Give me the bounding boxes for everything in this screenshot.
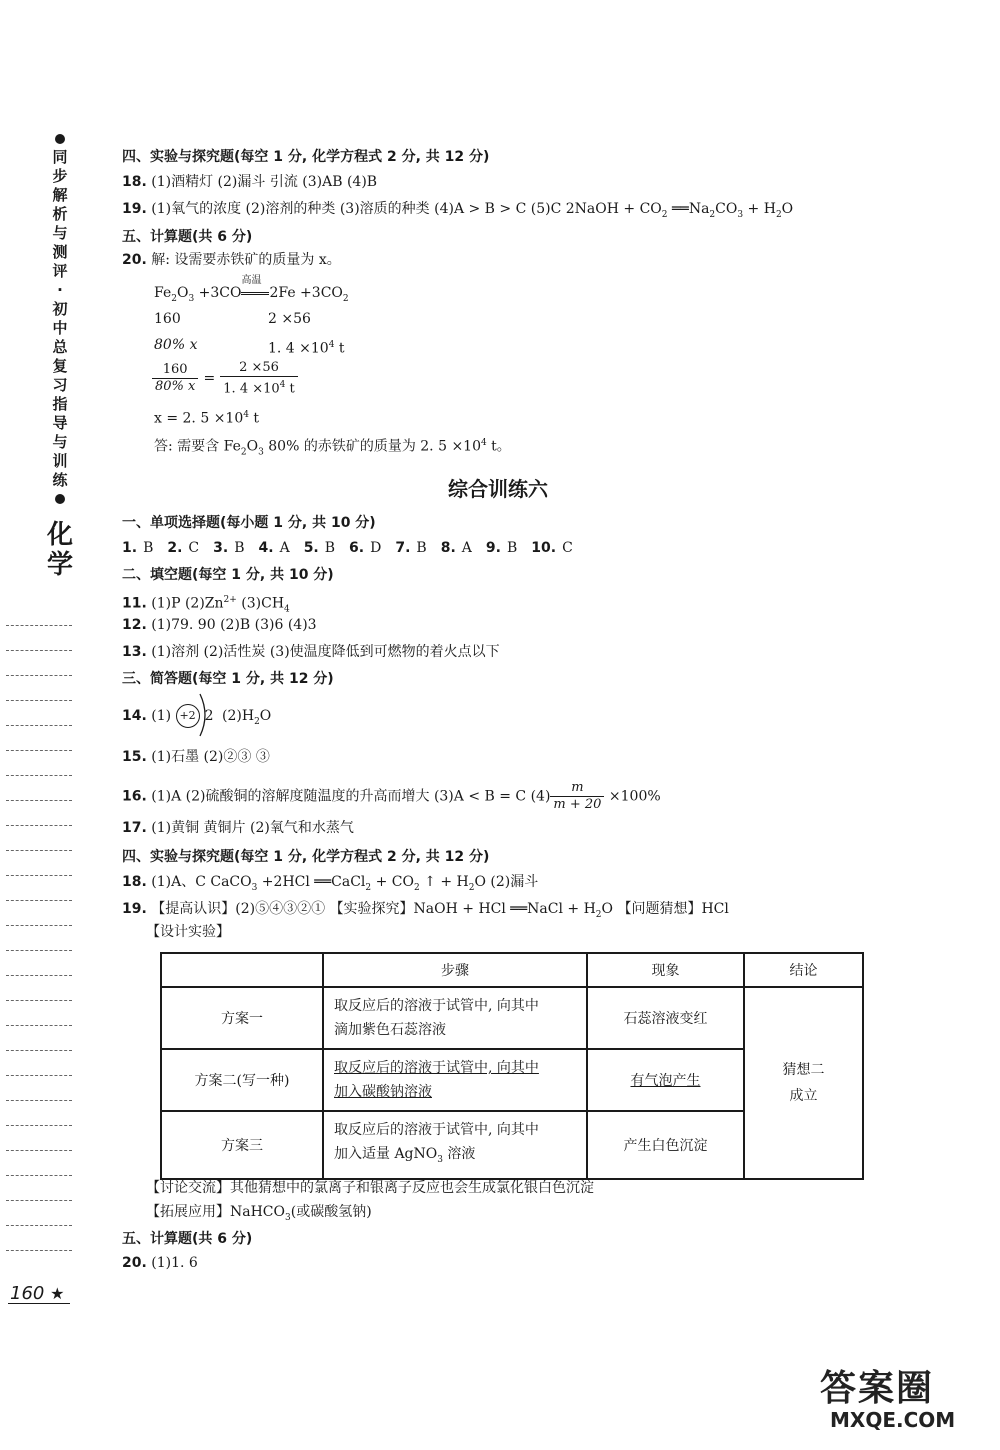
answer-text: (1)A、C CaCO (151, 874, 252, 890)
exponent: 4 (279, 380, 286, 390)
question-number: 11. (122, 595, 147, 612)
answer-part: 答: 需要含 Fe (154, 438, 241, 455)
question-number: 16. (122, 788, 147, 805)
watermark-url: MXQE.COM (830, 1408, 956, 1432)
mc-answer: D (370, 540, 382, 556)
section-heading: 四、实验与探究题(每空 1 分, 化学方程式 2 分, 共 12 分) (122, 149, 490, 165)
fraction-denominator (220, 377, 297, 397)
section-heading: 四、实验与探究题(每空 1 分, 化学方程式 2 分, 共 12 分) (122, 849, 490, 865)
section-heading: 三、简答题(每空 1 分, 共 12 分) (122, 671, 334, 687)
step-cell (323, 1049, 587, 1111)
mc-item (349, 540, 381, 556)
answer-text: (1)酒精灯 (2)漏斗 引流 (3)AB (4)B (151, 174, 378, 190)
chemical-equation: $Fe_2O_3 +3CO$ 高温 $2Fe +3CO_2$ (154, 283, 349, 309)
question-number: 5. (303, 540, 319, 556)
question-number: 3. (213, 540, 229, 556)
table-header: 步骤 (323, 953, 587, 987)
step-line: 取反应后的溶液于试管中, 向其中 (334, 998, 539, 1014)
question-number: 4. (258, 540, 274, 556)
page-title: 综合训练六 (448, 477, 548, 501)
reaction-condition: 高温 (241, 275, 262, 286)
mc-answer: B (324, 540, 336, 556)
question-12 (122, 615, 317, 635)
answer-text: + CO (371, 874, 414, 890)
answer-text: (1) (151, 708, 172, 724)
answer-part: 80% 的赤铁矿的质量为 2. 5 ×10 (263, 438, 481, 455)
plan-cell: 方案二(写一种) (161, 1049, 323, 1111)
mc-answer: B (416, 540, 427, 556)
answer-text: O (2)漏斗 (474, 874, 539, 890)
unit: t (334, 340, 345, 357)
section-heading: 五、计算题(共 6 分) (122, 229, 253, 245)
proportion-equation (152, 360, 298, 397)
unit: t (248, 410, 260, 427)
table-header (161, 953, 323, 987)
mc-answer: A (461, 540, 472, 556)
bullet-dot (55, 494, 65, 504)
table-header: 现象 (587, 953, 744, 987)
fraction-denominator: 80% x (155, 379, 196, 395)
plan-cell: 方案一 (161, 987, 323, 1049)
answer-text: +2HCl ══CaCl (257, 874, 366, 890)
section-heading: 二、填空题(每空 1 分, 共 10 分) (122, 567, 334, 583)
question-number: 14. (122, 708, 147, 724)
page-number-rule (8, 1303, 70, 1304)
mc-item (213, 540, 244, 556)
question-19: 19. (1)氧气的浓度 (2)溶剂的种类 (3)溶质的种类 (4)A > B > C (5)C 2NaOH + $CO_2$ $══Na_2CO_3 + H_2O$ (122, 201, 794, 220)
answer-part: t。 (486, 438, 511, 455)
question-13 (122, 642, 500, 662)
question-17 (122, 818, 354, 838)
mc-answers (122, 538, 587, 558)
result-part: x = 2. 5 ×10 (154, 410, 244, 427)
mc-item (441, 540, 472, 556)
mc-answer: A (279, 540, 290, 556)
answer-text: ↑ + H (419, 874, 469, 890)
question-number: 9. (485, 540, 501, 556)
question-number: 6. (349, 540, 365, 556)
question-16 (122, 780, 661, 813)
step-line: 取反应后的溶液于试管中, 向其中 (334, 1060, 539, 1076)
watermark-logo: 答案圈 (820, 1368, 935, 1409)
answer-text: (3)CH (236, 595, 285, 612)
step-line: 取反应后的溶液于试管中, 向其中 (334, 1122, 539, 1138)
mc-item (259, 540, 290, 556)
mc-item (531, 540, 573, 556)
answer-text: CO (715, 201, 738, 217)
answer-statement: 答: 需要含 $Fe_2O_3$ 80% 的赤铁矿的质量为 2. $5 \times 10^4$ t。 (154, 438, 511, 458)
table-header: 结论 (744, 953, 863, 987)
observation-cell: 石蕊溶液变红 (587, 987, 744, 1049)
section-heading: 五、计算题(共 6 分) (122, 1231, 253, 1247)
result-line (154, 405, 259, 429)
question-number: 18. (122, 874, 147, 890)
answer-text: (1)P (2)Zn (151, 595, 224, 612)
answer-text: (1)1. 6 (151, 1255, 198, 1271)
eq-part: O (176, 285, 189, 301)
fraction-numerator: 160 (152, 362, 198, 379)
answer-text: O (259, 708, 272, 724)
question-number: 20. (122, 1255, 147, 1271)
step-line: 加入适量 AgNO$_3$ 溶液 (334, 1146, 476, 1165)
design-experiment-label: 【设计实验】 (146, 924, 230, 940)
den-part: 1. 4 ×10 (223, 381, 280, 397)
subscript: 2 (254, 716, 260, 727)
unit: t (285, 381, 295, 397)
mc-answer: B (234, 540, 245, 556)
answer-text: (2)H (222, 708, 255, 724)
plan-cell: 方案三 (161, 1111, 323, 1179)
observation-cell: 有气泡产生 (587, 1049, 744, 1111)
superscript: 2+ (223, 595, 237, 605)
margin-dashes (6, 625, 72, 1275)
fraction-numerator: 2 ×56 (220, 360, 297, 377)
mc-item (304, 540, 335, 556)
answer-text: (1)黄铜 黄铜片 (2)氧气和水蒸气 (151, 820, 354, 836)
question-number: 8. (440, 540, 456, 556)
atom-structure-diagram (176, 706, 218, 726)
mc-item (486, 540, 517, 556)
subscript: 4 (284, 604, 290, 615)
mc-answer: C (562, 540, 573, 556)
question-number: 18. (122, 174, 147, 190)
extension-part: (或碳酸氢钠) (290, 1204, 372, 1220)
experiment-table (160, 952, 864, 1180)
fraction-denominator: m + 20 (553, 797, 602, 812)
equals-sign: = (203, 370, 216, 387)
mc-answer: B (506, 540, 518, 556)
answer-text: (1)79. 90 (2)B (3)6 (4)3 (151, 617, 317, 633)
question-15 (122, 747, 270, 767)
answer-text: ×100% (604, 788, 661, 805)
eq-part: +3CO (194, 285, 242, 301)
question-20 (122, 1253, 198, 1273)
step-cell (323, 987, 587, 1049)
step-line: 滴加紫色石蕊溶液 (334, 1022, 446, 1038)
answer-text: + H (743, 201, 776, 217)
mc-item (395, 540, 426, 556)
fraction-numerator: m (550, 780, 604, 797)
discussion-line: 【讨论交流】其他猜想中的氯离子和银离子反应也会生成氯化银白色沉淀 (146, 1180, 594, 1196)
question-number: 15. (122, 749, 147, 765)
answer-text: (1)石墨 (2)②③ ③ (151, 749, 270, 765)
conclusion-cell (744, 987, 863, 1179)
eq-part: 2Fe +3CO (269, 285, 343, 301)
mc-answer: C (188, 540, 200, 556)
question-number: 17. (122, 820, 147, 836)
extension-line: 【拓展应用】NaHCO$_3$(或碳酸氢钠) (146, 1204, 372, 1223)
answer-text: (1)A (2)硫酸铜的溶解度随温度的升高而增大 (3)A < B = C (4) (151, 788, 551, 805)
observation-cell: 产生白色沉淀 (587, 1111, 744, 1179)
mc-item (167, 540, 199, 556)
ratio-value (268, 335, 345, 359)
exponent: 4 (481, 438, 487, 448)
question-19: 19. 【提高认识】(2)⑤④③②① 【实验探究】NaOH + HCl ══NaCl + $H_2O$ 【问题猜想】HCl (122, 901, 729, 920)
series-title: 同步解析与测评·初中总复习指导与训练 (52, 148, 68, 489)
step-part: 加入适量 AgNO (334, 1146, 438, 1162)
bullet-dot (55, 134, 65, 144)
page-number-text: 160 (10, 1283, 45, 1304)
extension-part: 【拓展应用】NaHCO (146, 1204, 285, 1220)
conclusion-line: 成立 (789, 1087, 818, 1104)
answer-text: (1)氧气的浓度 (2)溶剂的种类 (3)溶质的种类 (4)A > B > C (5)C 2NaOH + CO (151, 201, 662, 217)
nucleus: +2 (176, 704, 200, 728)
question-number: 13. (122, 644, 147, 660)
ratio-part: 1. 4 ×10 (268, 340, 329, 357)
answer-text: 【提高认识】(2)⑤④③②① 【实验探究】NaOH + HCl ══NaCl + H (151, 901, 596, 917)
answer-text: O (781, 201, 794, 217)
ratio-value: 80% x (154, 337, 198, 353)
question-number: 19. (122, 901, 147, 917)
star-icon: ★ (50, 1284, 65, 1303)
page-number (10, 1283, 64, 1304)
mc-answer: B (143, 540, 154, 556)
step-line: 加入碳酸钠溶液 (334, 1084, 432, 1100)
eq-part: Fe (154, 285, 172, 301)
step-part: 溶液 (442, 1146, 476, 1162)
question-18: 18. (1)A、C CaCO$_3$ +2HCl ══CaCl$_2$ + $CO_2$ ↑ + $H_2O$ (2)漏斗 (122, 874, 539, 893)
question-14 (122, 706, 271, 732)
answer-part: O (246, 438, 259, 455)
exponent: 4 (243, 410, 249, 420)
question-number: 12. (122, 617, 147, 633)
answer-text: (1)溶剂 (2)活性炭 (3)使温度降低到可燃物的着火点以下 (151, 644, 500, 660)
question-20 (122, 250, 341, 270)
answer-text: ══Na (667, 201, 710, 217)
answer-text: 解: 设需要赤铁矿的质量为 x。 (151, 252, 341, 268)
conclusion-line: 猜想二 (782, 1061, 825, 1078)
table-row (161, 987, 863, 1049)
exponent: 4 (328, 340, 335, 350)
subject-label: 化学 (46, 520, 73, 580)
ratio-value: 2 ×56 (268, 311, 311, 327)
question-number: 19. (122, 201, 147, 217)
question-number: 10. (531, 540, 557, 556)
reaction-arrow (241, 275, 269, 303)
electron-count: 2 (204, 708, 214, 724)
ratio-value: 160 (154, 311, 181, 327)
mc-item (122, 540, 153, 556)
question-number: 7. (395, 540, 411, 556)
sidebar (40, 130, 80, 580)
question-18 (122, 172, 377, 192)
question-number: 2. (167, 540, 183, 556)
question-number: 1. (122, 540, 138, 556)
answer-text: O 【问题猜想】HCl (601, 901, 729, 917)
step-cell (323, 1111, 587, 1179)
section-heading: 一、单项选择题(每小题 1 分, 共 10 分) (122, 515, 376, 531)
question-number: 20. (122, 252, 147, 268)
